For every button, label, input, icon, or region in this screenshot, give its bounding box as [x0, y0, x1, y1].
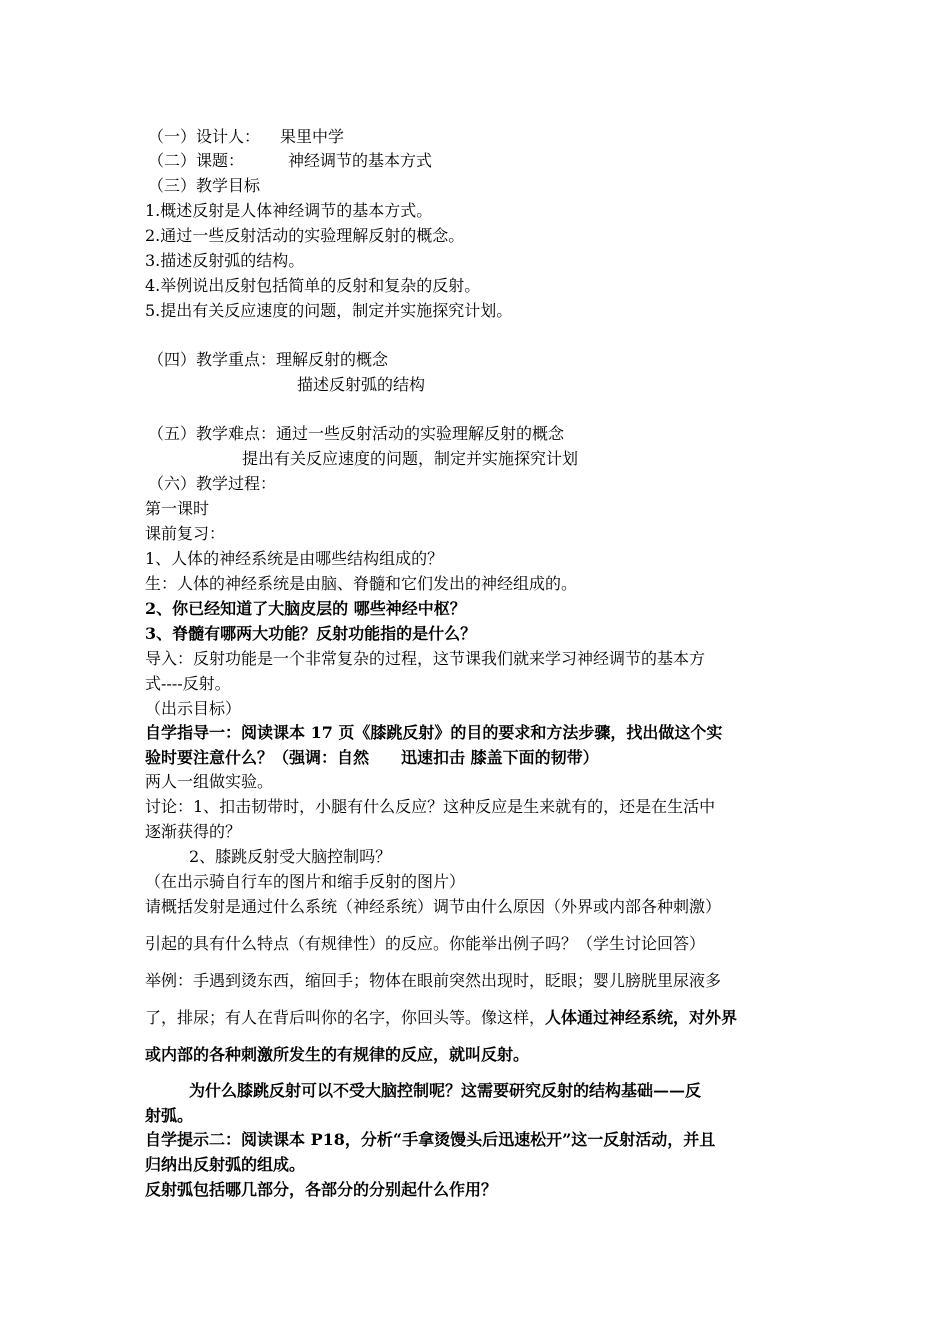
pair-experiment: 两人一组做实验。	[145, 772, 274, 791]
summary-line-2: 引起的具有什么特点（有规律性）的反应。你能举出例子吗？（学生讨论回答）	[145, 934, 706, 953]
difficulty-2: 提出有关反应速度的问题，制定并实施探究计划	[242, 449, 579, 468]
example-line-1: 举例：手遇到烫东西，缩回手；物体在眼前突然出现时，眨眼；婴儿膀胱里尿液多	[145, 971, 722, 990]
discussion-1-line-2: 逐渐获得的？	[145, 822, 242, 841]
guide-2-line-2: 归纳出反射弧的组成。	[145, 1155, 306, 1174]
designer-label: （一）设计人：	[148, 127, 261, 146]
guide-1-line-1: 自学指导一：阅读课本 17 页《膝跳反射》的目的要求和方法步骤，找出做这个实	[145, 723, 723, 742]
guide-1-line-2: 验时要注意什么？（强调：自然 迅速扣击 膝盖下面的韧带）	[145, 748, 599, 767]
designer-line	[148, 126, 344, 148]
review-label: 课前复习：	[145, 524, 226, 543]
goal-item: 3.描述反射弧的结构。	[145, 251, 305, 270]
lesson-label: 第一课时	[145, 499, 210, 518]
key-points-label: （四）教学重点：	[148, 350, 277, 369]
key-points-line	[148, 349, 388, 371]
answer-1: 生：人体的神经系统是由脑、脊髓和它们发出的神经组成的。	[145, 574, 578, 593]
designer-value: 果里中学	[280, 127, 345, 146]
why-line-1: 为什么膝跳反射可以不受大脑控制呢？这需要研究反射的结构基础——反	[189, 1081, 702, 1100]
process-heading: （六）教学过程：	[148, 474, 277, 493]
summary-line-1: 请概括发射是通过什么系统（神经系统）调节由什么原因（外界或内部各种刺激）	[145, 897, 722, 916]
intro-line-1: 导入：反射功能是一个非常复杂的过程，这节课我们就来学习神经调节的基本方	[145, 649, 706, 668]
discussion-1-line-1: 讨论：1、扣击韧带时，小腿有什么反应？这种反应是生来就有的，还是在生活中	[145, 797, 716, 816]
topic-value: 神经调节的基本方式	[288, 151, 433, 170]
guide-2-line-1: 自学提示二：阅读课本 P18，分析“手拿烫馒头后迅速松开”这一反射活动，并且	[145, 1130, 716, 1149]
example-line-2	[145, 1007, 737, 1029]
goal-item: 2.通过一些反射活动的实验理解反射的概念。	[145, 226, 465, 245]
show-goal: （出示目标）	[145, 699, 242, 718]
key-point-2: 描述反射弧的结构	[297, 375, 426, 394]
topic-label: （二）课题：	[148, 151, 245, 170]
question-3: 3、脊髓有哪两大功能？反射功能指的是什么？	[145, 624, 477, 643]
goal-item: 1.概述反射是人体神经调节的基本方式。	[145, 201, 433, 220]
show-pictures: （在出示骑自行车的图片和缩手反射的图片）	[145, 872, 466, 891]
goals-heading: （三）教学目标	[148, 176, 261, 195]
key-point-1: 理解反射的概念	[276, 350, 389, 369]
goal-item: 4.举例说出反射包括简单的反射和复杂的反射。	[145, 276, 481, 295]
question-1: 1、人体的神经系统是由哪些结构组成的？	[145, 549, 444, 568]
discussion-2: 2、膝跳反射受大脑控制吗？	[189, 847, 392, 866]
question-2: 2、你已经知道了大脑皮层的 哪些神经中枢？	[145, 599, 466, 618]
difficulties-line	[148, 423, 564, 445]
why-line-2: 射弧。	[145, 1106, 194, 1125]
example-line-2-text: 了，排尿；有人在背后叫你的名字，你回头等。像这样，	[145, 1008, 546, 1027]
intro-line-2: 式----反射。	[145, 674, 231, 693]
reflex-definition-start: 人体通过神经系统，对外界	[545, 1008, 738, 1027]
goal-item: 5.提出有关反应速度的问题，制定并实施探究计划。	[145, 301, 513, 320]
difficulty-1: 通过一些反射活动的实验理解反射的概念	[276, 424, 565, 443]
reflex-definition-end: 或内部的各种刺激所发生的有规律的反应，就叫反射。	[145, 1045, 530, 1064]
topic-line	[148, 150, 432, 172]
difficulties-label: （五）教学难点：	[148, 424, 277, 443]
final-question: 反射弧包括哪几部分，各部分的分别起什么作用？	[145, 1180, 498, 1199]
